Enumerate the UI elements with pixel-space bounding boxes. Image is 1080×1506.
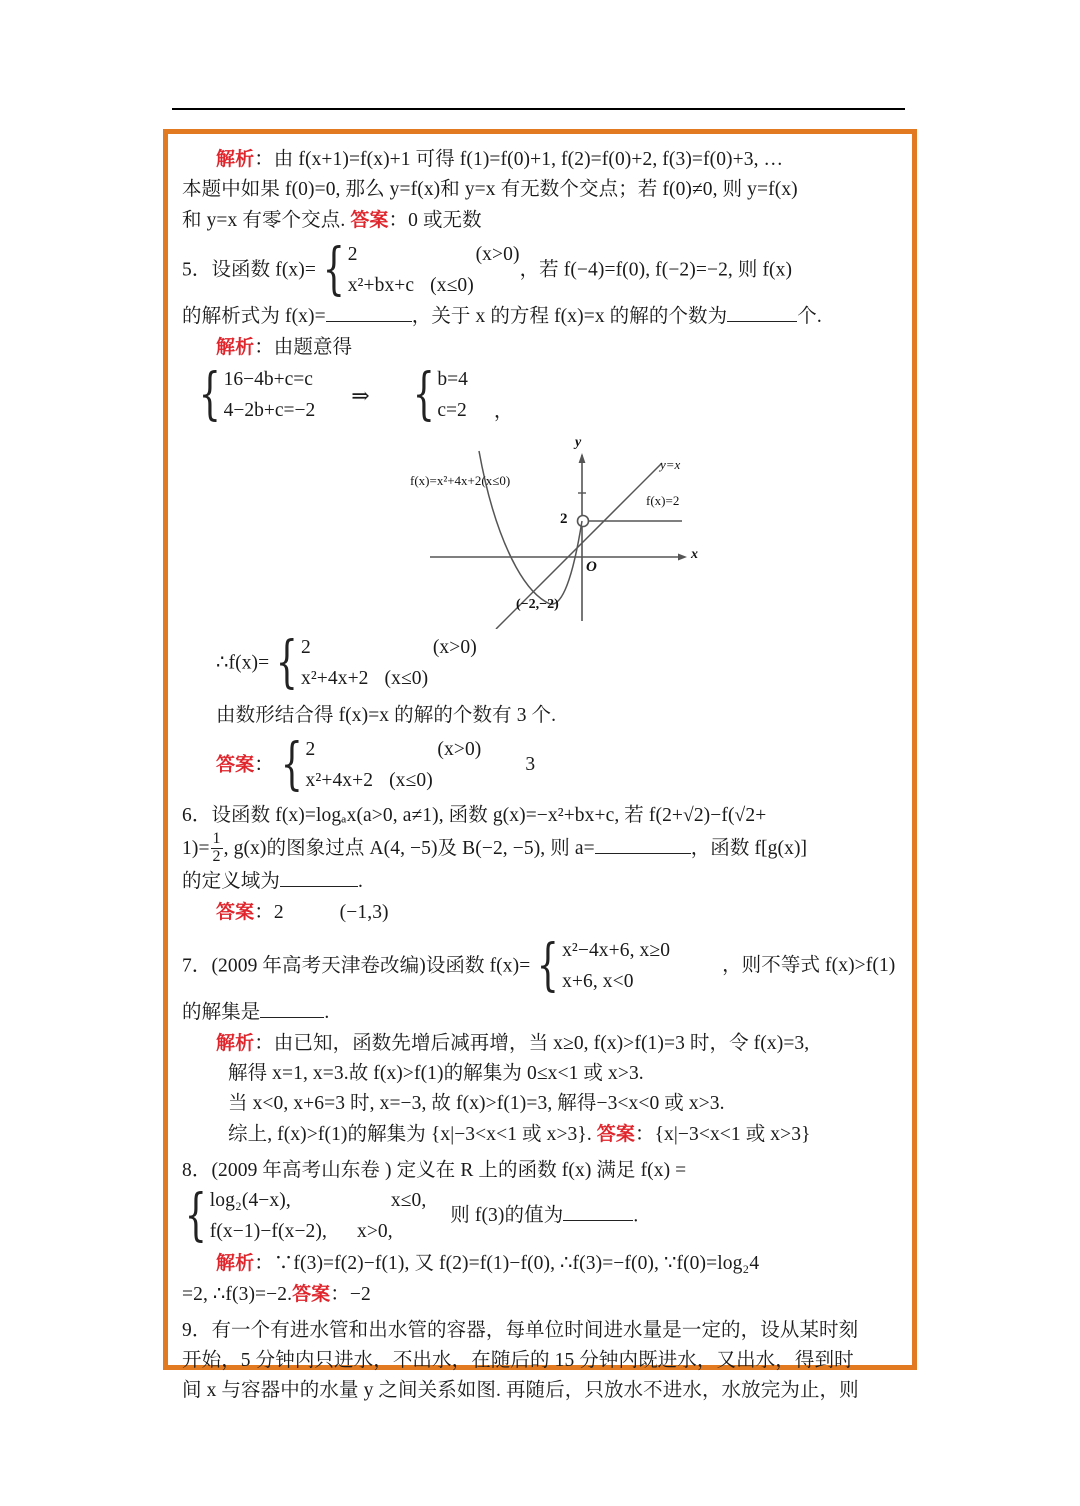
p9-line1-text: 有一个有进水管和出水管的容器，每单位时间进水量是一定的，设从某时刻 — [211, 1320, 859, 1341]
p7-number: 7． — [182, 955, 212, 977]
p4-solution-text-3b: ：0 或无数 — [388, 210, 482, 231]
figure-origin-label: O — [586, 559, 597, 575]
p5-solution-intro — [182, 332, 898, 363]
p8-piece-bot: f(x−1)−f(x−2), — [209, 1221, 327, 1242]
p5-system-left — [192, 364, 315, 426]
header-rule — [172, 108, 905, 110]
p6-line2-c: ，函数 f[g(x)] — [690, 838, 808, 859]
p5-concl-top-cond: (x>0) — [432, 637, 477, 658]
daan-label: 答案 — [216, 753, 255, 776]
p8-piecewise — [178, 1185, 426, 1247]
p5-res-2: c=2 — [437, 400, 467, 421]
daan-label: 答案 — [216, 901, 255, 923]
p7-solution-line-4 — [182, 1119, 898, 1150]
p6-line3-b: . — [358, 871, 363, 892]
p7-piecewise — [530, 935, 670, 997]
figure-y-axis-label: y — [575, 435, 582, 450]
p6-answer-v1: 2 — [273, 902, 284, 923]
p8-number: 8． — [182, 1160, 212, 1181]
p6-line2-a: 1)= — [182, 838, 210, 859]
p7-sol-text-1: ：由已知，函数先增后减再增，当 x≥0, f(x)>f(1)=3 时，令 f(x)=3, — [254, 1033, 810, 1054]
jiexi-label: 解析 — [216, 1032, 255, 1054]
p5-stem-a: 设函数 f(x)= — [211, 259, 316, 281]
p8-piece-top-cond: x≤0, — [390, 1190, 427, 1211]
figure-const-label: f(x)=2 — [646, 493, 680, 508]
p5-answer — [182, 732, 898, 798]
problem-5-stem — [182, 237, 898, 303]
brace-glyph: { — [322, 237, 345, 303]
p5-concl-top: 2 — [300, 637, 311, 658]
p5-piece-row-1 — [348, 244, 520, 265]
p4-solution-text-1: ：由 f(x+1)=f(x)+1 可得 f(1)=f(0)+1, f(2)=f(0)+2, f(3)=f(0)+3, … — [254, 149, 784, 170]
p7-sol-text-4b: ：{x|−3<x<1 或 x>3} — [635, 1124, 811, 1145]
p8-sol-text-1: ：∵f(3)=f(2)−f(1), 又 f(2)=f(1)−f(0), ∴f(3)=−f(0), ∵f(0)=log₂4 — [254, 1253, 760, 1274]
p5-res-1: b=4 — [437, 369, 468, 390]
brace-glyph: { — [276, 630, 299, 696]
implies-icon: ⇒ — [351, 383, 370, 408]
jiexi-label: 解析 — [216, 336, 255, 358]
p7-stem-a: (2009 年高考天津卷改编)设函数 f(x)= — [211, 955, 531, 977]
p4-solution-line-3 — [182, 205, 898, 236]
p5-line2-b: ，关于 x 的方程 f(x)=x 的解的个数为 — [411, 306, 728, 327]
p4-solution-line-2: 本题中如果 f(0)=0, 那么 y=f(x)和 y=x 有无数个交点；若 f(0)≠0, 则 y=f(x) — [182, 179, 798, 200]
p7-line2-a: 的解集是 — [182, 1002, 261, 1023]
p9-number: 9． — [182, 1320, 212, 1341]
problem-7-line-2 — [182, 998, 898, 1028]
problem-9-line-3: 间 x 与容器中的水量 y 之间关系如图. 再随后，只放水不进水，水放完为止，则 — [182, 1380, 859, 1401]
p5-system-comma: ， — [493, 401, 514, 422]
p5-number: 5． — [182, 259, 212, 281]
p5-concl-prefix: ∴f(x)= — [216, 652, 270, 674]
p6-answer-blank-2[interactable] — [280, 886, 358, 887]
problem-6-line-3 — [182, 867, 898, 897]
p6-line2-b: , g(x)的图象过点 A(4, −5)及 B(−2, −5), 则 a= — [223, 838, 595, 859]
p8-piece-bot-cond: x>0, — [356, 1221, 393, 1242]
problem-9-line-1 — [182, 1316, 898, 1346]
p6-answer-colon: ： — [254, 902, 274, 923]
problem-9-line-2: 开始，5 分钟内只进水，不出水，在随后的 15 分钟内既进水，又出水，得到时 — [182, 1350, 854, 1371]
problem-5-stem-line2 — [182, 302, 898, 332]
p5-answer-count: 3 — [525, 754, 536, 776]
p8-tail-a: 则 f(3)的值为 — [450, 1205, 564, 1227]
brace-glyph: { — [184, 1183, 207, 1249]
p5-piecewise — [316, 239, 520, 301]
problem-7-stem — [182, 933, 898, 999]
brace-glyph: { — [537, 933, 560, 999]
daan-label: 答案 — [350, 209, 389, 231]
p8-solution-line-2 — [182, 1279, 898, 1310]
brace-glyph: { — [280, 732, 303, 798]
graph-svg — [410, 433, 740, 629]
p5-answer-top-cond: (x>0) — [437, 739, 482, 760]
p8-sol-text-2b: ：−2 — [330, 1284, 371, 1305]
p5-stem-b: ，若 f(−4)=f(0), f(−2)=−2, 则 f(x) — [519, 259, 793, 281]
p5-line2-a: 的解析式为 f(x)= — [182, 306, 326, 327]
p7-solution-line-3: 当 x<0, x+6=3 时, x=−3, 故 f(x)>f(1)=3, 解得−3<x<0 或 x>3. — [228, 1093, 725, 1114]
p6-line3-a: 的定义域为 — [182, 871, 281, 892]
p4-solution-text-3a: 和 y=x 有零个交点. — [182, 210, 351, 231]
p5-conclusion — [182, 630, 898, 696]
p5-answer-bot: x²+4x+2 — [305, 770, 374, 791]
p6-answer-v2: (−1,3) — [339, 902, 389, 923]
p5-piece-bot-cond: (x≤0) — [430, 275, 474, 296]
p5-piece-top: 2 — [347, 244, 358, 265]
daan-label: 答案 — [292, 1283, 331, 1305]
p5-piece-top-cond: (x>0) — [475, 244, 520, 265]
problem-6-line-2 — [182, 831, 898, 867]
p8-tail-b: . — [633, 1205, 639, 1227]
p8-stem-text: (2009 年高考山东卷 ) 定义在 R 上的函数 f(x) 满足 f(x) = — [211, 1160, 687, 1181]
p7-piece-top: x²−4x+6, x≥0 — [562, 940, 671, 961]
p5-answer-blank-2[interactable] — [727, 321, 797, 322]
p7-sol-text-4a: 综上, f(x)>f(1)的解集为 {x|−3<x<1 或 x>3}. — [228, 1124, 597, 1145]
p5-eq-1: 16−4b+c=c — [223, 369, 313, 390]
p5-conclusion-line: 由数形结合得 f(x)=x 的解的个数有 3 个. — [216, 705, 557, 726]
problem-6-line-1 — [182, 801, 898, 831]
figure-line-label: y=x — [660, 457, 681, 472]
content-box — [163, 129, 917, 1401]
p7-piece-bot: x+6, x<0 — [562, 971, 634, 992]
p6-answer-blank-1[interactable] — [595, 853, 691, 854]
problem-8-stem — [182, 1156, 898, 1186]
p8-solution-line-1 — [182, 1248, 898, 1279]
p5-concl-bot-cond: (x≤0) — [384, 668, 429, 689]
fraction-denominator: 2 — [212, 848, 221, 866]
p7-stem-b: ，则不等式 f(x)>f(1) — [722, 955, 896, 977]
figure-x-axis-label: x — [691, 547, 698, 562]
p5-eq-2: 4−2b+c=−2 — [223, 400, 316, 421]
p7-line2-b: . — [324, 1002, 330, 1023]
p5-piece-row-2 — [348, 275, 474, 296]
jiexi-label: 解析 — [216, 148, 255, 170]
p6-line1-text: 设函数 f(x)=logₐx(a>0, a≠1), 函数 g(x)=−x²+bx+c, 若 f(2+√2)−f(√2+ — [211, 805, 767, 826]
brace-glyph: { — [198, 362, 221, 428]
problem-8-piecewise-line — [182, 1183, 898, 1249]
p5-concl-bot: x²+4x+2 — [300, 668, 369, 689]
graph-figure — [410, 433, 740, 629]
p5-concl-piecewise — [269, 632, 477, 694]
figure-y-tick-label: 2 — [560, 511, 568, 527]
p5-line2-c: 个. — [797, 306, 822, 327]
p8-answer-blank[interactable] — [563, 1220, 633, 1221]
jiexi-label: 解析 — [216, 1252, 255, 1274]
p5-answer-piecewise — [274, 734, 482, 796]
p4-solution-line-1 — [182, 144, 898, 175]
figure-curve-label: f(x)=x²+4x+2(x≤0) — [410, 473, 511, 488]
p7-solution-line-1 — [182, 1028, 898, 1059]
p5-answer-top: 2 — [305, 739, 316, 760]
p5-system-right — [406, 364, 468, 426]
p5-answer-bot-cond: (x≤0) — [389, 770, 433, 791]
problem-6-answer — [182, 897, 898, 928]
p5-answer-blank-1[interactable] — [326, 321, 412, 322]
p5-system-of-equations — [182, 362, 898, 428]
fraction-numerator: 1 — [212, 830, 221, 848]
p5-answer-colon: ： — [254, 754, 274, 776]
figure-vertex-label: (−2,−2) — [516, 597, 559, 612]
p8-piece-top: log₂(4−x), — [209, 1190, 291, 1211]
p5-piece-bot: x²+bx+c — [347, 275, 415, 296]
p7-answer-blank[interactable] — [260, 1017, 324, 1018]
p5-solution-intro-text: ：由题意得 — [254, 337, 353, 358]
daan-label: 答案 — [596, 1123, 635, 1145]
one-half-fraction — [211, 831, 223, 866]
p7-solution-line-2: 解得 x=1, x=3.故 f(x)>f(1)的解集为 0≤x<1 或 x>3. — [228, 1063, 644, 1084]
brace-glyph: { — [412, 362, 435, 428]
p8-sol-text-2a: =2, ∴f(3)=−2. — [182, 1284, 293, 1305]
p6-number: 6． — [182, 805, 212, 826]
